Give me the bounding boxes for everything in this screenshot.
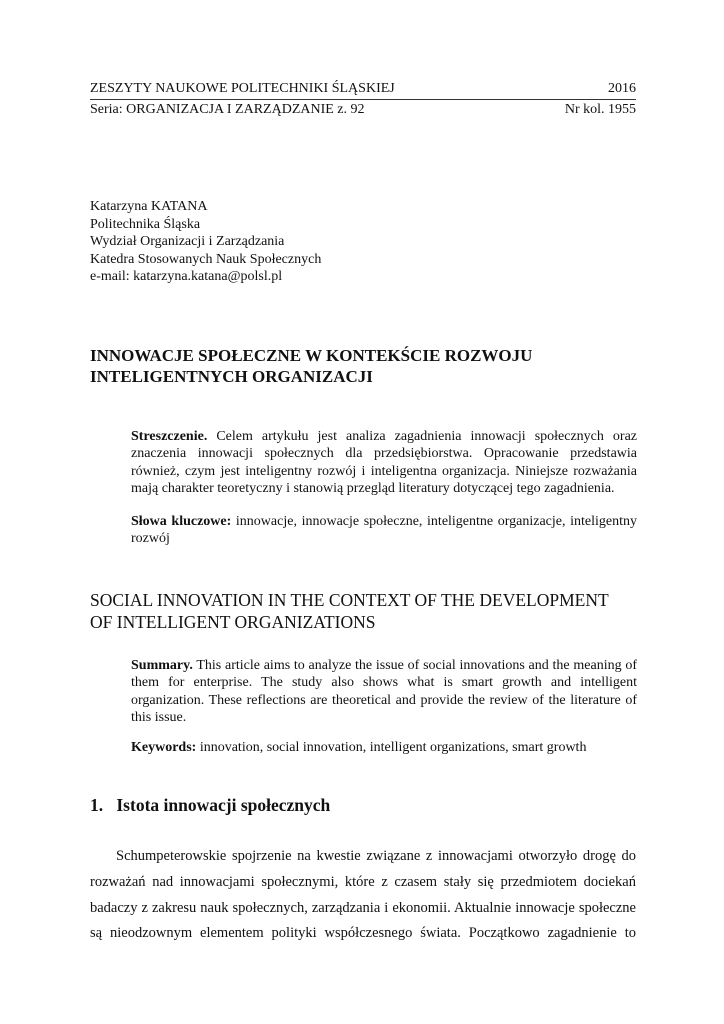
title-en-line-2: OF INTELLIGENT ORGANIZATIONS — [90, 611, 376, 632]
author-email[interactable]: e-mail: katarzyna.katana@polsl.pl — [90, 269, 283, 284]
header-rule — [90, 99, 636, 100]
section-heading — [90, 794, 330, 816]
section-title: Istota innowacji społecznych — [116, 795, 331, 815]
keywords-pl-text: innowacje, innowacje społeczne, inteligentne organizacje, inteligentny rozwój — [131, 514, 637, 547]
author-block — [90, 198, 321, 286]
abstract-english — [131, 657, 637, 726]
paper-title-english — [90, 590, 636, 633]
body-line: rozważań nad innowacjami społecznymi, które z czasem stały się przedmiotem dociekań — [90, 873, 636, 890]
issue-number: Nr kol. 1955 — [564, 102, 636, 117]
keywords-english — [131, 739, 637, 756]
author-department: Katedra Stosowanych Nauk Społecznych — [90, 251, 322, 267]
paper-title-polish — [90, 345, 636, 387]
author-university: Politechnika Śląska — [90, 216, 201, 232]
abstract-pl-text: Celem artykułu jest analiza zagadnienia innowacji społecznych oraz znaczenia innowacji społecznych dla przedsiębiorstwa. Opracowanie przedstawia również, czym jest inteligentny rozwój i inteligentna organizacja. Niniejsze rozważania mają charakter teoretyczny i stanowią przegląd literatury dotyczącej tego zagadnienia. — [131, 429, 637, 496]
keywords-polish — [131, 513, 637, 548]
keywords-en-text: innovation, social innovation, intelligent organizations, smart growth — [196, 740, 587, 755]
abstract-pl-label: Streszczenie. — [131, 429, 208, 444]
body-text — [90, 844, 636, 947]
author-faculty: Wydział Organizacji i Zarządzania — [90, 234, 285, 249]
abstract-polish — [131, 428, 637, 497]
title-pl-line-1: INNOWACJE SPOŁECZNE W KONTEKŚCIE ROZWOJU — [90, 346, 533, 365]
body-line: Schumpeterowskie spojrzenie na kwestie związane z innowacjami otworzyło drogę do — [116, 848, 636, 864]
author-name: Katarzyna KATANA — [90, 199, 208, 214]
section-number: 1. — [90, 795, 104, 815]
abstract-en-text: This article aims to analyze the issue of social innovations and the meaning of them for enterprise. The study also shows what is smart growth and intelligent organization. These reflections are theoretical and provide the review of the literature of this issue. — [131, 658, 637, 725]
keywords-pl-label: Słowa kluczowe: — [131, 514, 232, 529]
title-pl-line-2: INTELIGENTNYCH ORGANIZACJI — [90, 367, 373, 386]
body-line: badaczy z zakresu nauk społecznych, zarządzania i ekonomii. Aktualnie innowacje społeczne — [90, 899, 636, 916]
series-info: Seria: ORGANIZACJA I ZARZĄDZANIE z. 92 — [90, 102, 365, 117]
abstract-en-label: Summary. — [131, 658, 193, 673]
title-en-line-1: SOCIAL INNOVATION IN THE CONTEXT OF THE DEVELOPMENT — [90, 590, 609, 610]
body-line: są nieodzownym elementem polityki współczesnego świata. Początkowo zagadnienie to — [90, 925, 636, 942]
keywords-en-label: Keywords: — [131, 740, 197, 755]
journal-header — [90, 81, 636, 97]
journal-year: 2016 — [608, 81, 636, 96]
series-header — [90, 102, 636, 118]
journal-title: ZESZYTY NAUKOWE POLITECHNIKI ŚLĄSKIEJ — [90, 81, 395, 96]
